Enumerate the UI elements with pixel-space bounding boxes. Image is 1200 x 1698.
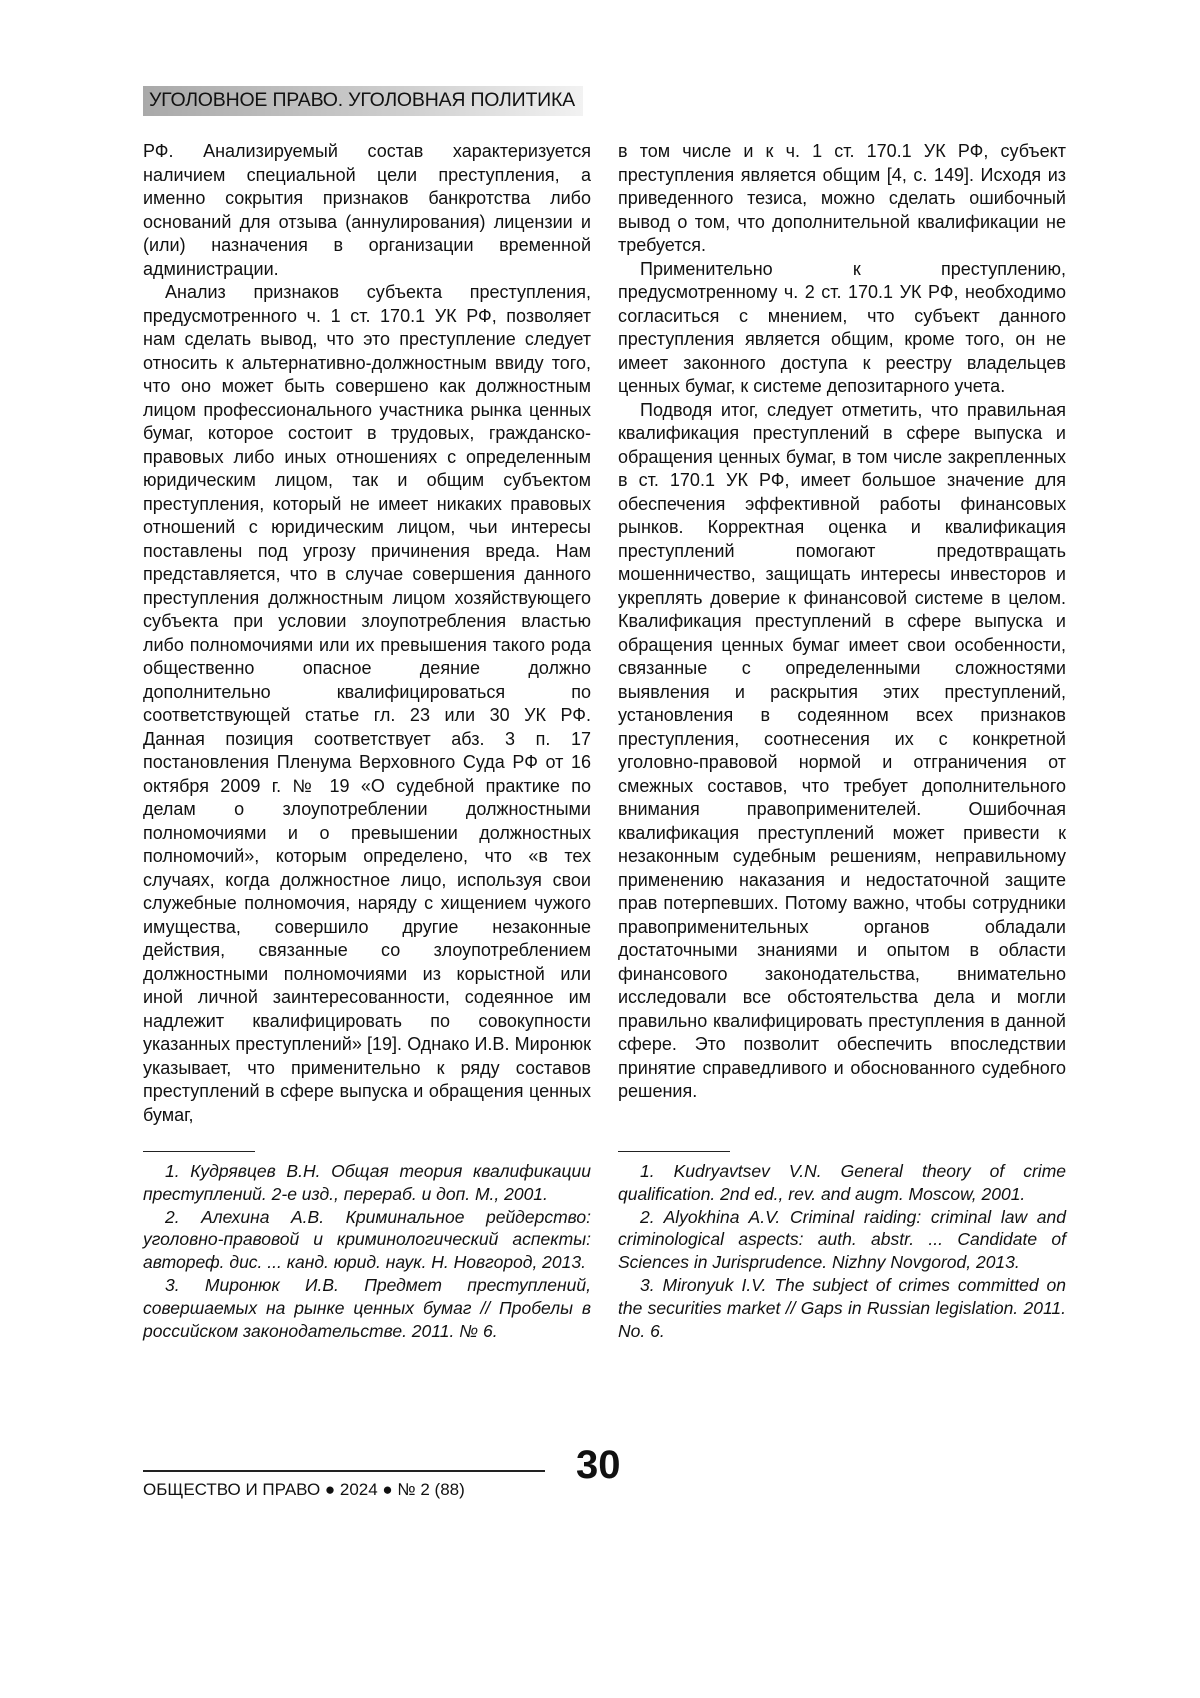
- left-column: [143, 140, 591, 1127]
- paragraph: в том числе и к ч. 1 ст. 170.1 УК РФ, субъект преступления является общим [4, с. 149]. Исходя из приведенного тезиса, можно сделать ошибочный вывод о том, что дополнительной квалификации не требуется.: [618, 140, 1066, 258]
- paragraph: Анализ признаков субъекта преступления, предусмотренного ч. 1 ст. 170.1 УК РФ, позволяет нам сделать вывод, что это преступление следует относить к альтернативно-должностным ввиду того, что оно может быть совершено как должностным лицом профессионального участника рынка ценных бумаг, которое состоит в трудовых, гражданско-правовых либо иных отношениях с определенным юридическим лицом, так и общим субъектом преступления, который не имеет никаких правовых отношений с юридическим лицом, чьи интересы поставлены под угрозу причинения вреда. Нам представляется, что в случае совершения данного преступления должностным лицом хозяйствующего субъекта при условии злоупотребления властью либо полномочиями или их превышения такого рода общественно опасное деяние должно дополнительно квалифицироваться по соответствующей статье гл. 23 или 30 УК РФ. Данная позиция соответствует абз. 3 п. 17 постановления Пленума Верховного Суда РФ от 16 октября 2009 г. № 19 «О судебной практике по делам о злоупотреблении должностными полномочиями и о превышении должностных полномочий», которым определено, что «в тех случаях, когда должностное лицо, используя свои служебные полномочия, наряду с хищением чужого имущества, совершило другие незаконные действия, связанные со злоупотреблением должностными полномочиями из корыстной или иной личной заинтересованности, содеянное им надлежит квалифицировать по совокупности указанных преступлений» [19]. Однако И.В. Миронюк указывает, что применительно к ряду составов преступлений в сфере выпуска и обращения ценных бумаг,: [143, 281, 591, 1127]
- footnote: 1. Кудрявцев В.Н. Общая теория квалификации преступлений. 2-е изд., перераб. и доп. М., 2001.: [143, 1160, 591, 1206]
- journal-info: ОБЩЕСТВО И ПРАВО ● 2024 ● № 2 (88): [143, 1480, 465, 1500]
- footnote: 3. Mironyuk I.V. The subject of crimes committed on the securities market // Gaps in Russian legislation. 2011. No. 6.: [618, 1274, 1066, 1342]
- footnote: 3. Миронюк И.В. Предмет преступлений, совершаемых на рынке ценных бумаг // Пробелы в российском законодательстве. 2011. № 6.: [143, 1274, 591, 1342]
- footnote-divider: [618, 1151, 730, 1152]
- footnote: 2. Алехина А.В. Криминальное рейдерство: уголовно-правовой и криминологический аспекты: автореф. дис. ... канд. юрид. наук. Н. Новгород, 2013.: [143, 1206, 591, 1274]
- right-column: [618, 140, 1066, 1104]
- section-title: УГОЛОВНОЕ ПРАВО. УГОЛОВНАЯ ПОЛИТИКА: [149, 89, 575, 112]
- footnotes-russian: [143, 1160, 591, 1342]
- paragraph: РФ. Анализируемый состав характеризуется наличием специальной цели преступления, а именно сокрытия признаков банкротства либо оснований для отзыва (аннулирования) лицензии и (или) назначения в организации временной администрации.: [143, 140, 591, 281]
- section-header: [143, 86, 583, 116]
- paragraph: Применительно к преступлению, предусмотренному ч. 2 ст. 170.1 УК РФ, необходимо согласиться с мнением, что субъект данного преступления является общим, кроме того, он не имеет законного доступа к реестру владельцев ценных бумаг, к системе депозитарного учета.: [618, 258, 1066, 399]
- paragraph: Подводя итог, следует отметить, что правильная квалификация преступлений в сфере выпуска и обращения ценных бумаг, в том числе закрепленных в ст. 170.1 УК РФ, имеет большое значение для обеспечения эффективной работы финансовых рынков. Корректная оценка и квалификация преступлений помогают предотвращать мошенничество, защищать интересы инвесторов и укреплять доверие к финансовой системе в целом. Квалификация преступлений в сфере выпуска и обращения ценных бумаг имеет свои особенности, связанные с определенными сложностями выявления и раскрытия этих преступлений, установления в содеянном всех признаков преступления, соотнесения их с конкретной уголовно-правовой нормой и отграничения от смежных составов, что требует дополнительного внимания правоприменителей. Ошибочная квалификация преступлений может привести к незаконным судебным решениям, неправильному применению наказания и недостаточной защите прав потерпевших. Потому важно, чтобы сотрудники правоприменительных органов обладали достаточными знаниями и опытом в области финансового законодательства, внимательно исследовали все обстоятельства дела и могли правильно квалифицировать преступления в данной сфере. Это позволит обеспечить впоследствии принятие справедливого и обоснованного судебного решения.: [618, 399, 1066, 1104]
- footnote: 1. Kudryavtsev V.N. General theory of crime qualification. 2nd ed., rev. and augm. Moscow, 2001.: [618, 1160, 1066, 1206]
- footer-divider: [143, 1470, 545, 1472]
- footnote: 2. Alyokhina A.V. Criminal raiding: criminal law and criminological aspects: auth. abstr. ... Candidate of Sciences in Jurisprudence. Nizhny Novgorod, 2013.: [618, 1206, 1066, 1274]
- footnote-divider: [143, 1151, 255, 1152]
- page-number: 30: [576, 1443, 621, 1488]
- footnotes-english: [618, 1160, 1066, 1342]
